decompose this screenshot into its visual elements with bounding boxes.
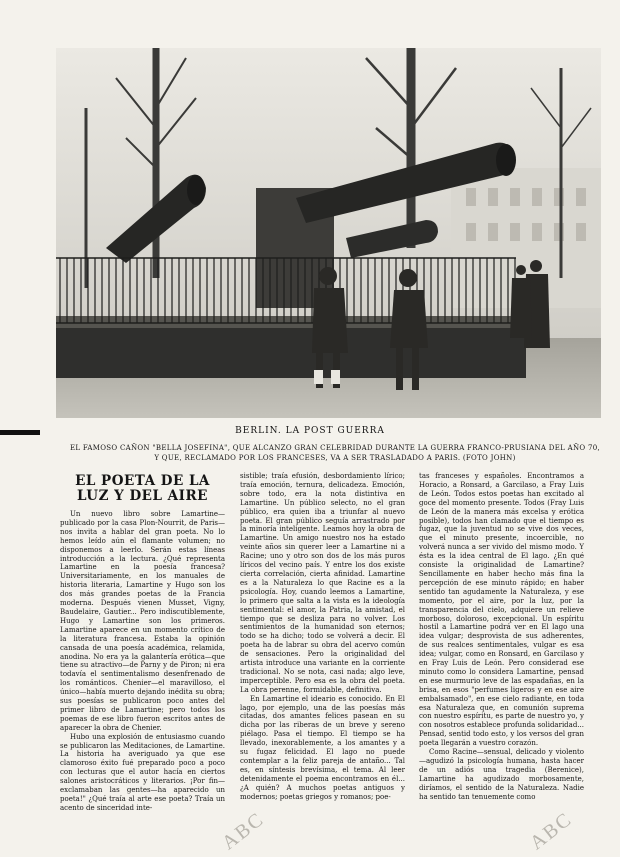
article-column-3 xyxy=(419,472,584,802)
paragraph: Un nuevo libro sobre Lamartine—publicado por la casa Plon-Nourrit, de Paris—nos invita a hablar del gran poeta. No lo hemos leído aún el flamante volumen; no disponemos a leerlo. Serán estas líneas introducción a la lectura. ¿Qué representa Lamartine en la poesía francesa? Universitariamente, en los manuales de historia literaria, Lamartine y Hugo son los dos más grandes poetas de la Francia moderna. Después vienen Musset, Vigny, Baudelaire, Gautier... Pero indiscutiblemente, Hugo y Lamartine son los primeros. Lamartine aparece en un momento crítico de la literatura francesa. Estaba la opinión cansada de una poesía académica, relamida, anodina. No era ya la galantería erótica—que tiene su atractivo—de Parny y de Piron; ni era todavía el sentimentalismo desenfrenado de los románticos. Chenier—el maravilloso, el único—había muerto dejando inédita su obra; sus poesías se publicaron poco antes del primer libro de Lamartine; pero todos los poemas de ese libro fueron escritos antes de aparecer la obra de Chenier. xyxy=(60,510,225,732)
paragraph: sistible; traía efusión, desbordamiento lírico; traía emoción, ternura, delicadeza. Emoción, sobre todo, era la nota distintiva en Lamartine. Un público selecto, no el gran público, era quien iba a triunfar al nuevo poeta. El gran público seguía arrastrado por la minoría inteligente. Leamos hoy la obra de Lamartine. Un amigo nuestro nos ha estado veinte años sin querer leer a Lamartine ni a Racine; uno y otro son dos de los más puros líricos del vecino país. Y entre los dos existe cierta correlación, cierta afinidad. Lamartine es a la Naturaleza lo que Racine es a la psicología. Hoy, cuando leemos a Lamartine, lo primero que salta a la vista es la ideología sentimental: el amor, la Patria, la amistad, el tiempo que se desliza para no volver. Los sentimientos de la humanidad son eternos; todo se ha dicho; todo se volverá a decir. El poeta ha de labrar su obra del acervo común de sensaciones. Pero la originalidad del artista introduce una variante en la corriente tradicional. No se nota, casi nada; algo leve, imperceptible. Pero esa es la obra del poeta. La obra perenne, formidable, definitiva. xyxy=(240,472,405,694)
caption-line: EL FAMOSO CAÑON "BELLA JOSEFINA", QUE ALCANZO GRAN CELEBRIDAD DURANTE LA GUERRA FRANCO-PRUSIANA DEL AÑO 70, xyxy=(70,444,600,452)
paragraph: En Lamartine el ideario es conocido. En El lago, por ejemplo, una de las poesías más citadas, dos amantes felices pasean en su dicha por las riberas de un breve y sereno piélago. Pasa el tiempo. El tiempo se ha llevado, inexorablemente, a los amantes y a su fugaz felicidad. El lago no puede contemplar a la feliz pareja de antaño... Tal es, en síntesis brevísima, el tema. Al leer detenidamente el poema encontramos en él... ¿A quién? A muchos poetas antiguos y modernos; poetas griegos y romanos; poe- xyxy=(240,694,405,801)
article-headline: EL POETA DE LA LUZ Y DEL AIRE xyxy=(75,473,210,504)
caption-line: Y QUE, RECLAMADO POR LOS FRANCESES, VA A SER TRASLADADO A PARIS. (FOTO JOHN) xyxy=(154,453,516,462)
paragraph: Como Racine—sensual, delicado y violento—agudizó la psicología humana, hasta hacer de un adiós una tragedia (Berenice), Lamartine ha agudizado morbosamente, diríamos, el sentido de la Naturaleza. Nadie ha sentido tan tenuemente como xyxy=(419,748,584,801)
news-photo xyxy=(56,48,601,418)
paragraph: tas franceses y españoles. Encontramos a Horacio, a Ronsard, a Garcilaso, a Fray Luis de León. Todos estos poetas han excitado al goce del momento presente. Todos (Fray Luis de León de la manera más excelsa y erótica posible), todos han clamado que el tiempo es fugaz, que la juventud no se vive dos veces, que el minuto presente, incoercible, no volverá nunca a ser vivido del mismo modo. Y ésta es la idea central de El lago. ¿En qué consiste la originalidad de Lamartine? Sencillamente en haber hecho más fina la percepción de ese minuto rápido; en haber sentido tan agudamente la Naturaleza, y ese momento, por el aire, por la luz, por la transparencia del cielo, adquiere un relieve morboso, doloroso, excepcional. Un espíritu hostil a Lamartine podrá ver en El lago una idea vulgar; desprovista de sus adherentes, de sus realces sentimentales, vulgar es esa idea; vulgar, como en Ronsard, en Garcilaso y en Fray Luis de León. Pero considerad ese minuto como lo considera Lamartine, pensad en ese murmurio leve de las espadañas, en la brisa, en esos "perfumes ligeros y en ese aire embalsamado", en ese cielo radiante, en toda esa Naturaleza que, en comunión suprema con nuestro espíritu, es parte de nuestro yo, y con nosotros establece profunda solidaridad... Pensad, sentid todo esto, y los versos del gran poeta llegarán a vuestro corazón. xyxy=(419,472,584,748)
paragraph: Hubo una explosión de entusiasmo cuando se publicaron las Meditaciones, de Lamartine. La historia ha averiguado ya que ese clamoroso éxito fué preparado poco a poco con lecturas que el autor hacía en ciertos salones aristocráticos y literarios. ¡Por fin—exclamaban las gentes—ha aparecido un poeta!" ¿Qué traía al arte ese poeta? Traía un acento de sinceridad inte- xyxy=(60,732,225,812)
photo-caption-title: BERLIN. LA POST GUERRA xyxy=(235,426,385,436)
photo-caption xyxy=(70,444,600,463)
watermark-stamp: ABC xyxy=(525,807,577,855)
article-column-2 xyxy=(240,472,405,802)
watermark-stamp: ABC xyxy=(217,807,269,855)
article-column-1 xyxy=(60,472,225,813)
